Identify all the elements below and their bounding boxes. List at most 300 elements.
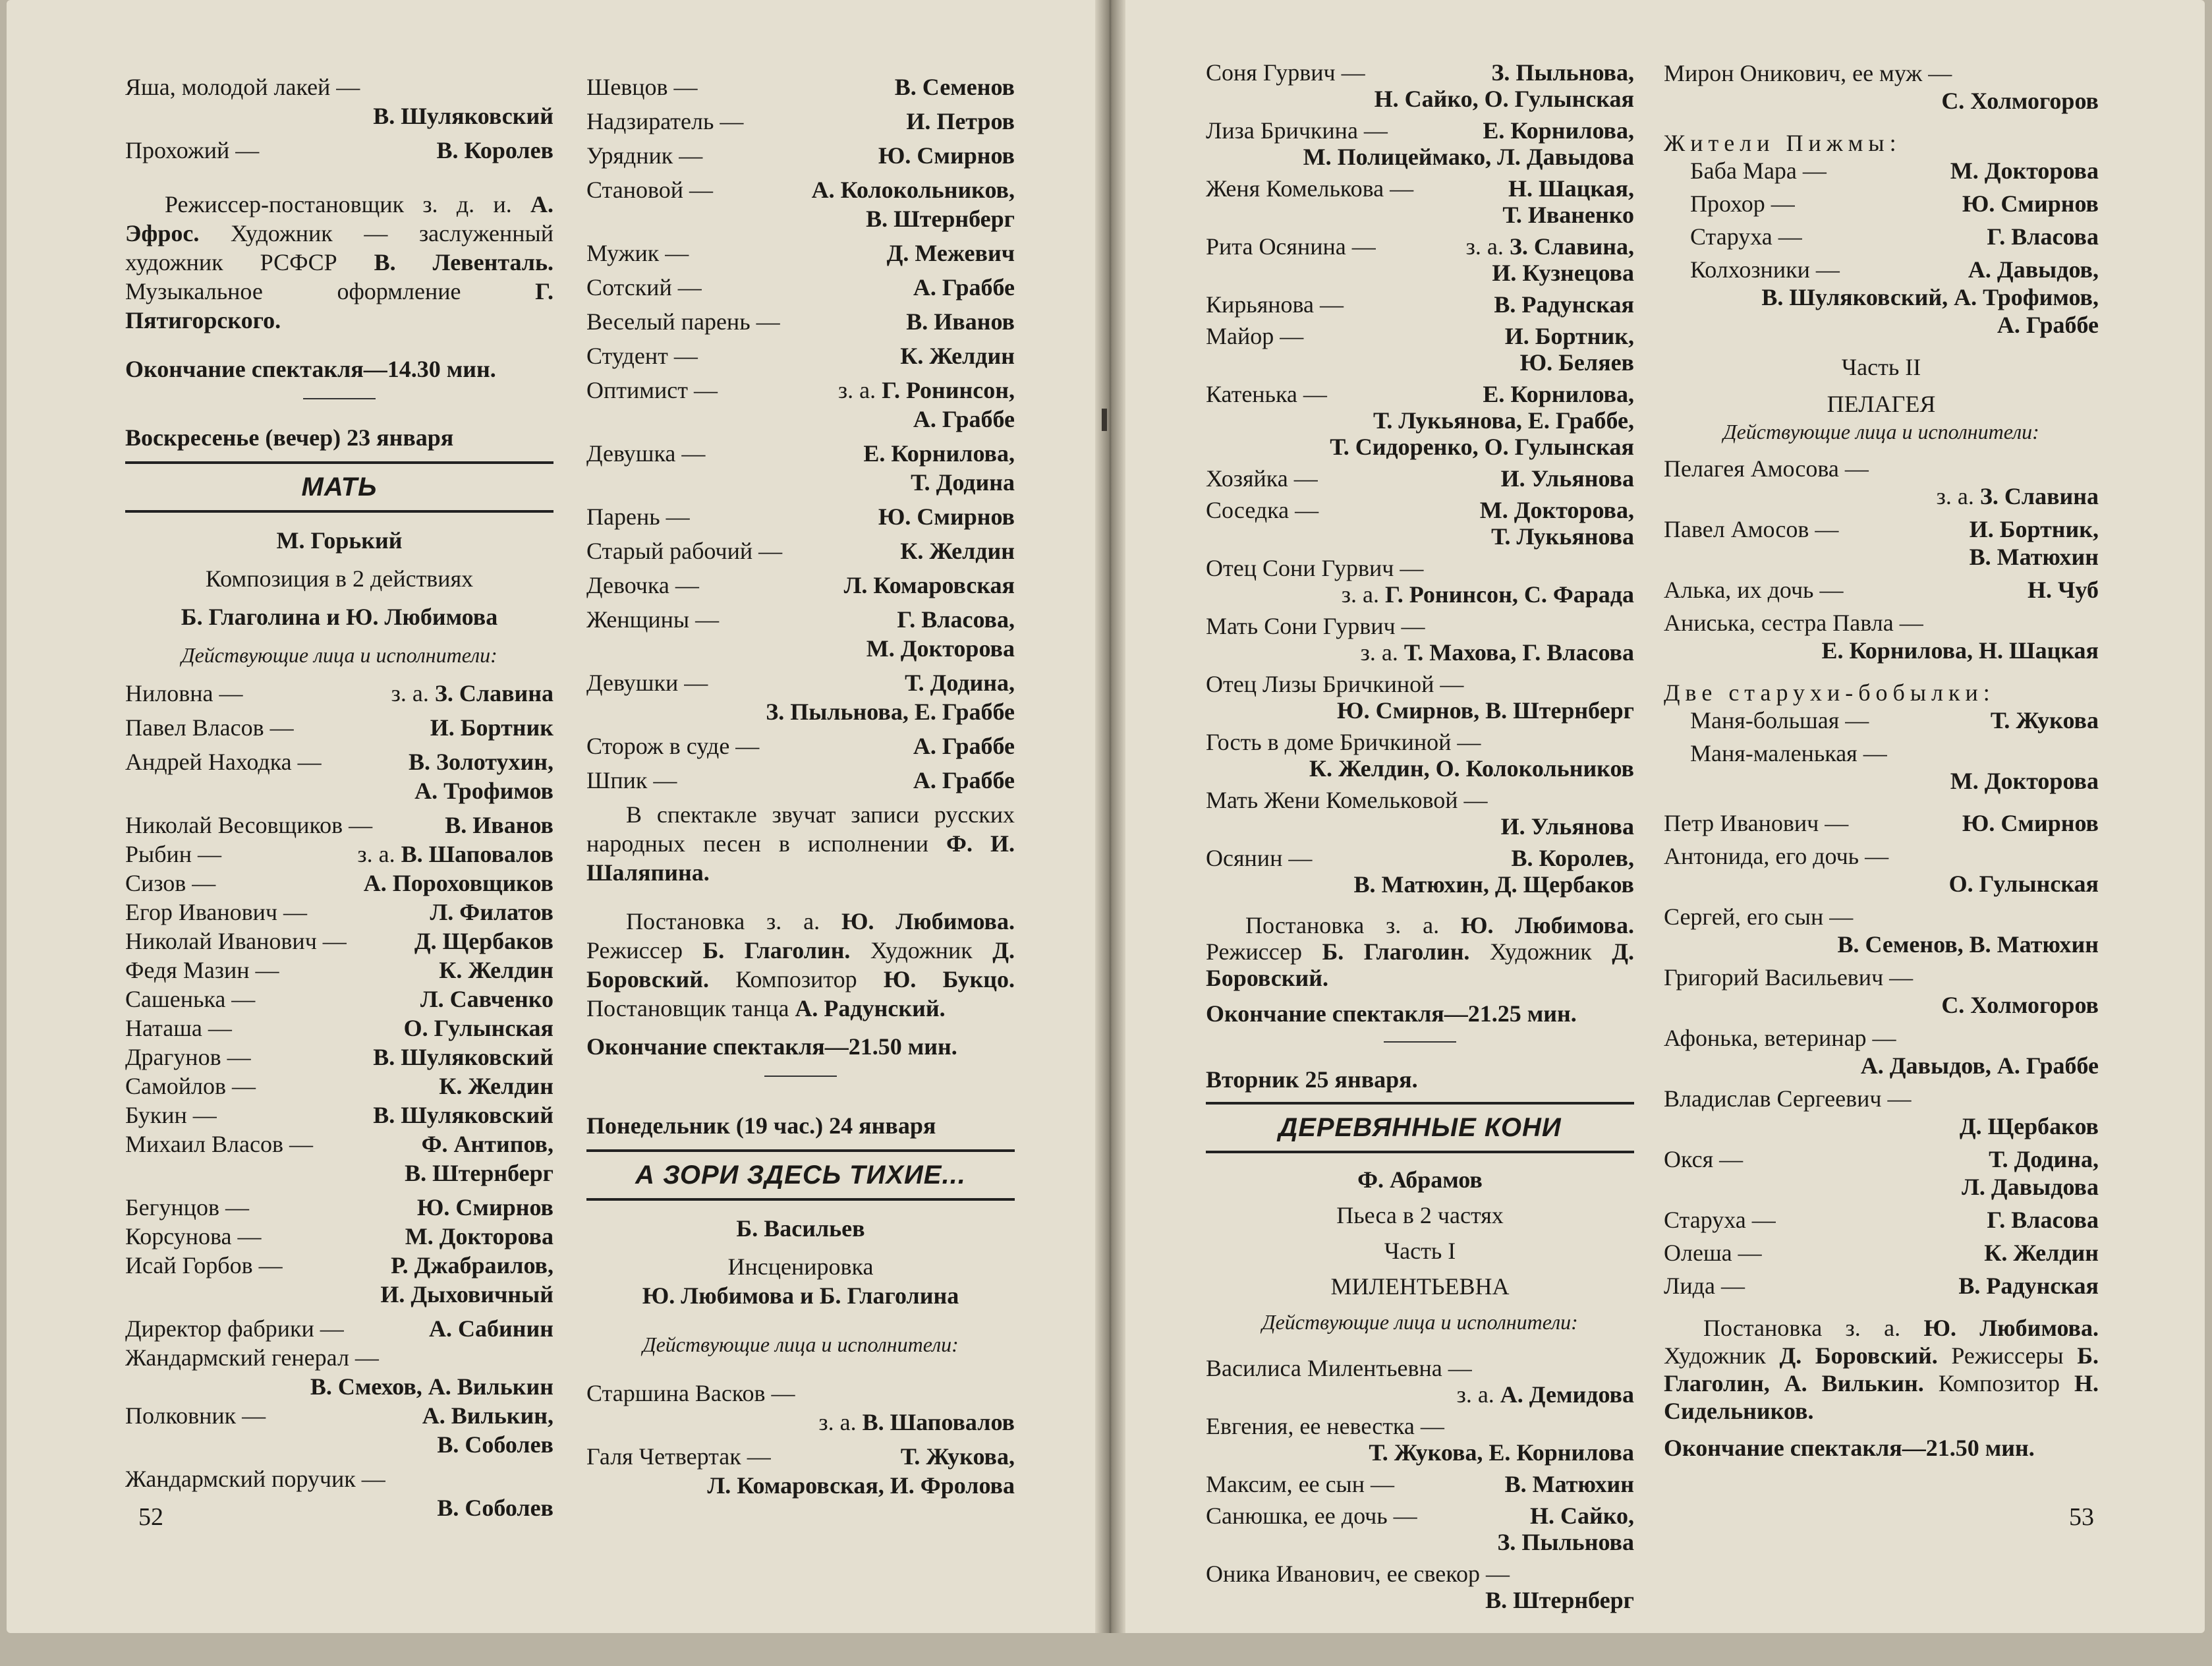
credit-text: Художник [1469,938,1612,965]
credit-name: Ф. И. Шаляпина. [586,830,1015,886]
cast-entry [1664,1024,2099,1079]
cast-entry [1690,256,2099,339]
actor-name: К. Желдин, О. Колокольников [1309,755,1634,782]
cast-entry [125,1101,553,1130]
credit-name: Ю. Букцо. [883,966,1015,992]
credit-name: В. Левенталь. [374,249,554,275]
role-name: Маня-маленькая — [1690,740,1887,766]
role-name: Шпик — [586,767,677,793]
play-genre: Композиция в 2 действиях [205,565,474,592]
play-part-title: МИЛЕНТЬЕВНА [1330,1273,1510,1300]
actor-name: Л. Комаровская, И. Фролова [707,1472,1015,1499]
role-name: Старуха — [1690,223,1802,250]
cast-entry [586,376,1015,434]
actor-name: З. Пыльнова, [1491,59,1634,86]
title-abbrev: з. а. [837,377,876,403]
actor-name: Ю. Смирнов, В. Штернберг [1337,697,1634,724]
actor-name: Ю. Смирнов [1962,810,2099,836]
role-name: Веселый парень — [586,308,780,335]
actor-name: А. Колокольников, [811,177,1015,203]
actor-name: Л. Комаровская [843,572,1015,598]
cast-entry [586,571,1015,600]
role-name: Жандармский генерал — [125,1344,379,1371]
column-3 [1206,59,1634,1619]
title-abbrev: з. а. [1341,581,1379,608]
actor-name: Т. Додина [911,469,1015,496]
actor-name: В. Соболев [437,1431,553,1458]
cast-entry [125,869,553,898]
role-name: Мать Сони Гурвич — [1206,613,1425,639]
credit-text: Композитор [1923,1370,2074,1396]
actor-name: Л. Савченко [420,986,553,1012]
role-name: Соседка — [1206,497,1319,523]
role-name: Окся — [1664,1146,1744,1172]
actor-name: Е. Корнилова, [863,440,1015,467]
role-name: Николай Весовщиков — [125,812,373,838]
actor-name: В. Штернберг [866,206,1015,232]
cast-entry [125,811,553,840]
actor-name: И. Ульянова [1500,465,1634,492]
role-name: Павел Власов — [125,714,294,741]
credit-text: Постановка з. а. [626,908,841,934]
cast-entry [1690,706,2099,734]
role-name: Пелагея Амосова — [1664,455,1869,482]
actor-name: З. Пыльнова [1497,1529,1634,1555]
cast-entry [1664,455,2099,510]
actor-name: Т. Жукова, [900,1443,1015,1470]
actor-name: И. Кузнецова [1492,260,1634,286]
role-name: Кирьянова — [1206,291,1344,318]
cast-entry [125,840,553,869]
actor-name: А. Пороховщиков [363,870,553,896]
cast-entry [125,1314,553,1343]
role-name: Яша, молодой лакей — [125,74,360,100]
role-name: Лиза Бричкина — [1206,117,1388,144]
role-name: Рита Осянина — [1206,233,1376,260]
actor-name: Г. Ронинсон, [882,377,1015,403]
actor-name: М. Полицеймако, Л. Давыдова [1303,144,1634,170]
actor-name: В. Шуляковский, А. Трофимов, [1761,284,2099,310]
role-name: Отец Сони Гурвич — [1206,555,1424,581]
role-name: Владислав Сергеевич — [1664,1085,1912,1112]
role-name: Полковник — [125,1402,266,1429]
role-name: Надзиратель — [586,108,744,134]
actor-name: Т. Махова, Г. Власова [1404,639,1634,666]
actor-name: И. Бортник, [1504,323,1634,349]
actor-name: Н. Шацкая, [1508,175,1634,202]
cast-heading: Действующие лица и исполнители: [181,643,497,667]
actor-name: С. Холмогоров [1941,992,2099,1018]
role-name: Галя Четвертак — [586,1443,771,1470]
cast-entry [125,136,553,165]
cast-list [1206,1355,1634,1613]
actor-name: Т. Жукова, Е. Корнилова [1369,1439,1634,1466]
actor-name: Г. Власова [1987,1207,2099,1233]
role-name: Катенька — [1206,381,1327,407]
cast-entry [1206,729,1634,782]
book-gutter [1095,0,1125,1633]
play-part: Часть I [1384,1238,1456,1264]
credit-name: Б. Глаголин, А. Вилькин. [1664,1342,2099,1396]
column-4 [1664,59,2099,1462]
actor-name: В. Радунская [1958,1273,2099,1299]
actor-name: А. Граббе [913,767,1015,793]
play-genre: Пьеса в 2 частях [1336,1202,1504,1228]
role-name: Старшина Васков — [586,1380,795,1406]
role-name: Мужик — [586,240,689,266]
actor-name: А. Вилькин, [422,1402,553,1429]
credit-name: Д. Боровский. [1779,1342,1938,1369]
actor-name: Н. Чуб [2028,577,2099,603]
cast-entry [1206,117,1634,170]
actor-name: Т. Иваненко [1502,202,1634,228]
gutter-mark [1102,409,1107,431]
title-abbrev: з. а. [1360,639,1398,666]
actor-name: Д. Щербаков [414,928,553,954]
role-name: Федя Мазин — [125,957,279,983]
actor-name: Л. Давыдова [1962,1174,2099,1200]
actor-name: В. Штернберг [405,1160,553,1186]
role-name: Рыбин — [125,841,222,867]
actor-name: В. Матюхин [1504,1471,1634,1497]
cast-list-continued [125,72,553,165]
actor-name: И. Ульянова [1500,813,1634,840]
role-name: Сергей, его сын — [1664,904,1854,930]
credits [125,190,553,335]
actor-name: В. Соболев [437,1495,553,1521]
credits [1664,1314,2099,1425]
actor-name: Т. Лукьянова, Е. Граббе, [1373,407,1634,434]
credit-text: Постановка з. а. [1245,912,1461,938]
cast-entry [125,1251,553,1309]
actor-name: М. Докторова [1950,768,2099,794]
actor-name: В. Шуляковский [373,1102,553,1128]
role-name: Отец Лизы Бричкиной — [1206,671,1464,697]
role-name: Прохор — [1690,190,1795,217]
end-time: Окончание спектакля—21.25 мин. [1206,1000,1577,1027]
cast-heading: Действующие лица и исполнители: [642,1333,959,1356]
role-name: Сотский — [586,274,702,301]
actor-name: Г. Ронинсон, С. Фарада [1384,581,1634,608]
cast-entry [125,927,553,956]
cast-list [586,1379,1015,1500]
cast-entry [586,668,1015,726]
cast-entry [1206,1355,1634,1408]
cast-entry [1206,1503,1634,1555]
actor-name: В. Иванов [445,812,553,838]
role-name: Девушки — [586,670,708,696]
cast-entry [586,239,1015,268]
role-name: Лида — [1664,1273,1745,1299]
actor-name: Ю. Смирнов [878,503,1015,530]
cast-entry [586,766,1015,795]
role-name: Исай Горбов — [125,1252,283,1278]
actor-name: Ю. Смирнов [1962,190,2099,217]
role-name: Осянин — [1206,845,1313,871]
cast-entry [125,1072,553,1101]
cast-entry [1664,1085,2099,1140]
actor-name: А. Граббе [913,733,1015,759]
play-author: Ф. Абрамов [1357,1166,1483,1193]
role-name: Парень — [586,503,690,530]
actor-name: А. Демидова [1500,1381,1634,1408]
actor-name: В. Шаповалов [862,1409,1015,1435]
cast-entry [1206,381,1634,460]
cast-entry [1664,59,2099,115]
cast-list-2 [1664,809,2099,1300]
cast-entry [125,985,553,1014]
cast-entry [1206,787,1634,840]
role-name: Директор фабрики — [125,1315,344,1342]
actor-name: А. Давыдов, [1968,256,2099,283]
actor-name: Е. Корнилова, [1483,381,1634,407]
old-women-list [1664,706,2099,795]
role-name: Павел Амосов — [1664,516,1839,542]
cast-entry [125,747,553,805]
cast-entry [586,175,1015,233]
music-note [586,800,1015,887]
play-adaptors: Ю. Любимова и Б. Глаголина [642,1282,959,1309]
actor-name: А. Трофимов [414,778,553,804]
role-name: Шевцов — [586,74,698,100]
actor-name: В. Смехов, А. Вилькин [310,1373,553,1400]
play-part-title: ПЕЛАГЕЯ [1827,391,1936,417]
credit-text: Музыкальное оформление [125,278,536,304]
cast-entry [125,72,553,130]
play-part: Часть II [1841,354,1921,380]
role-name: Девушка — [586,440,706,467]
credit-text: Режиссеры [1937,1342,2078,1369]
credit-name: Ю. Любимова. [1460,912,1634,938]
cast-entry [125,956,553,985]
credits [586,907,1015,1023]
play-title: МАТЬ [125,461,553,513]
cast-entry [125,1343,553,1401]
role-name: Букин — [125,1102,217,1128]
role-name: Девочка — [586,572,699,598]
cast-entry [586,605,1015,663]
cast-entry [1206,1561,1634,1613]
separator [1384,1041,1456,1043]
cast-entry [125,713,553,742]
actor-name: К. Желдин [1984,1240,2099,1266]
actor-name: Н. Сайко, [1529,1503,1634,1529]
cast-entry [1690,739,2099,795]
role-name: Гость в доме Бричкиной — [1206,729,1481,755]
cast-entry [1664,609,2099,664]
actor-name: Е. Корнилова, [1483,117,1634,144]
actor-name: Л. Филатов [430,899,553,925]
role-name: Алька, их дочь — [1664,577,1844,603]
role-name: Василиса Милентьевна — [1206,1355,1472,1381]
role-name: Становой — [586,177,713,203]
actor-name: В. Золотухин, [409,749,553,775]
role-name: Оптимист — [586,377,718,403]
actor-name: К. Желдин [439,1073,553,1099]
old-women-heading: Две старухи-бобылки: [1664,679,1995,706]
cast-entry [586,732,1015,761]
play-author: М. Горький [276,527,403,554]
actor-name: З. Пыльнова, Е. Граббе [766,699,1015,725]
actor-name: Т. Додина, [905,670,1015,696]
actor-name: М. Докторова [1950,158,2099,184]
cast-entry [125,1401,553,1459]
actor-name: И. Бортник [430,714,553,741]
cast-entry [586,273,1015,302]
role-name: Григорий Васильевич — [1664,964,1914,991]
role-name: Старуха — [1664,1207,1776,1233]
title-abbrev: з. а. [818,1409,857,1435]
actor-name: К. Желдин [900,343,1015,369]
role-name: Сашенька — [125,986,256,1012]
cast-entry [1206,323,1634,376]
cast-entry [125,1014,553,1043]
role-name: Максим, ее сын — [1206,1471,1394,1497]
credit-text: Режиссер [1206,938,1322,965]
credits [1206,912,1634,991]
role-name: Николай Иванович — [125,928,347,954]
cast-entry [1206,671,1634,724]
actor-name: И. Бортник, [1969,516,2099,542]
actor-name: А. Граббе [913,274,1015,301]
actor-name: Т. Сидоренко, О. Гулынская [1330,434,1634,460]
cast-entry [125,1222,553,1251]
role-name: Прохожий — [125,137,260,163]
cast-entry [586,341,1015,370]
role-name: Сизов — [125,870,216,896]
cast-entry [1206,291,1634,318]
role-name: Ниловна — [125,680,243,706]
credit-text: Постановка з. а. [1703,1315,1924,1341]
credit-name: Б. Глаголин. [1322,938,1470,965]
role-name: Санюшка, ее дочь — [1206,1503,1417,1529]
actor-name: Д. Щербаков [1959,1113,2099,1139]
play-title: А ЗОРИ ЗДЕСЬ ТИХИЕ... [586,1149,1015,1201]
cast-list-continued [1206,59,1634,898]
cast-entry [125,1464,553,1522]
end-time: Окончание спектакля—21.50 мин. [1664,1435,2035,1461]
role-name: Урядник — [586,142,703,169]
actor-name: А. Граббе [913,406,1015,432]
actor-name: И. Дыховичный [380,1281,553,1307]
cast-entry [1664,1239,2099,1267]
cast-entry [586,72,1015,101]
cast-list [1664,455,2099,664]
play-title: ДЕРЕВЯННЫЕ КОНИ [1206,1102,1634,1153]
cast-entry [125,1043,553,1072]
role-name: Баба Мара — [1690,158,1827,184]
cast-entry [586,536,1015,565]
actor-name: В. Семенов, В. Матюхин [1837,931,2099,958]
actor-name: О. Гулынская [403,1015,553,1041]
role-name: Афонька, ветеринар — [1664,1025,1896,1051]
role-name: Сторож в суде — [586,733,760,759]
actor-name: М. Докторова [866,635,1015,662]
cast-entry [1664,1272,2099,1300]
credit-name: А. Эфрос. [125,191,553,246]
actor-name: А. Граббе [1997,312,2099,338]
actor-name: Т. Жукова [1990,707,2099,733]
role-name: Петр Иванович — [1664,810,1849,836]
role-name: Самойлов — [125,1073,256,1099]
performance-date: Вторник 25 января. [1206,1066,1418,1093]
credit-text: Композитор [709,966,884,992]
credit-name: Д. Боровский. [586,937,1015,992]
cast-entry [1206,1471,1634,1497]
actor-name: Н. Сайко, О. Гулынская [1374,86,1634,112]
page-number-left: 52 [138,1503,163,1531]
actor-name: З. Славина [1979,483,2099,509]
cast-entry [1206,465,1634,492]
cast-list-continued [1664,59,2099,115]
title-abbrev: з. а. [1456,1381,1494,1408]
cast-entry [125,1130,553,1188]
cast-entry [1664,809,2099,837]
cast-entry [586,1442,1015,1500]
credit-name: Ю. Любимова. [1923,1315,2099,1341]
title-abbrev: з. а. [1936,483,1974,509]
role-name: Наташа — [125,1015,232,1041]
cast-heading: Действующие лица и исполнители: [1723,420,2039,444]
actor-name: С. Холмогоров [1941,88,2099,114]
end-time: Окончание спектакля—21.50 мин. [586,1033,957,1060]
cast-entry [1664,903,2099,958]
cast-entry [125,679,553,708]
actor-name: О. Гулынская [1948,871,2099,897]
column-1 [125,72,553,1528]
title-abbrev: з. а. [357,841,395,867]
play-author: Б. Васильев [736,1215,865,1242]
cast-entry [1206,59,1634,112]
separator [764,1076,837,1077]
credit-name: Ю. Любимова. [841,908,1015,934]
role-name: Бегунцов — [125,1194,249,1221]
role-name: Мать Жени Комельковой — [1206,787,1488,813]
credit-text: Режиссер [586,937,703,963]
actor-name: М. Докторова, [1479,497,1634,523]
actor-name: Е. Корнилова, Н. Шацкая [1821,637,2099,664]
cast-entry [125,1193,553,1222]
cast-entry [1664,963,2099,1019]
actor-name: В. Иванов [906,308,1015,335]
cast-entry [586,141,1015,170]
title-abbrev: з. а. [391,680,429,706]
play-genre: Инсценировка [727,1253,874,1280]
role-name: Михаил Власов — [125,1131,313,1157]
role-name: Жандармский поручик — [125,1466,385,1492]
actor-name: В. Королев [436,137,553,163]
role-name: Мирон Оникович, ее муж — [1664,60,1952,86]
role-name: Олеша — [1664,1240,1762,1266]
credit-name: Б. Глаголин. [702,937,851,963]
credit-text: Художник [1664,1342,1780,1369]
actor-name: Ю. Беляев [1519,349,1634,376]
actor-name: В. Семенов [894,74,1015,100]
actor-name: К. Желдин [439,957,553,983]
cast-entry [1664,1145,2099,1201]
actor-name: А. Давыдов, А. Граббе [1860,1052,2099,1079]
cast-list-continued [586,72,1015,795]
credit-name: Г. Пятигорского. [125,278,553,333]
actor-name: Ю. Смирнов [878,142,1015,169]
performance-date: Воскресенье (вечер) 23 января [125,424,454,451]
actor-name: В. Шуляковский [373,1044,553,1070]
cast-entry [1206,175,1634,228]
role-name: Евгения, ее невестка — [1206,1413,1444,1439]
role-name: Старый рабочий — [586,538,783,564]
cast-entry [1690,157,2099,185]
actor-name: В. Радунская [1494,291,1634,318]
